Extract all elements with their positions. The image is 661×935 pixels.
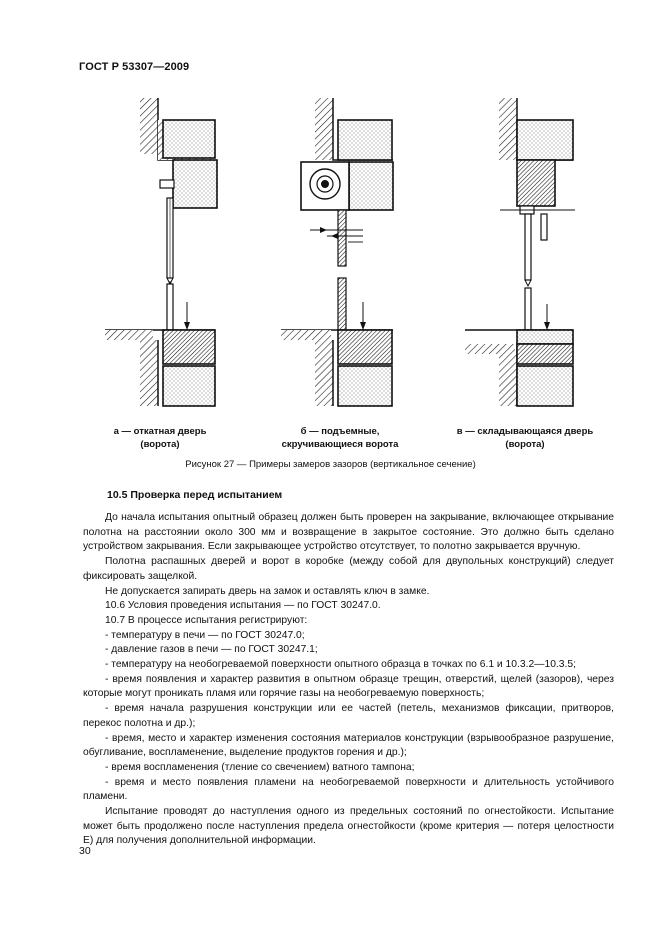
caption-b (270, 425, 410, 451)
caption-a-line1: — откатная дверь (121, 426, 207, 437)
paragraph: 10.7 В процессе испытания регистрируют: (105, 614, 308, 626)
caption-b-line2: скручивающиеся ворота (281, 439, 399, 450)
figure-title: Рисунок 27 — Примеры замеров зазоров (вертикальное сечение) (185, 459, 476, 470)
caption-b-letter: б (300, 426, 307, 437)
caption-c-line1: — складывающаяся дверь (465, 426, 594, 437)
caption-b-line1: — подъемные, (309, 426, 380, 437)
caption-c (450, 425, 600, 451)
paragraph: Не допускается запирать дверь на замок и оставлять ключ в замке. (105, 585, 430, 597)
body-text (83, 511, 614, 849)
list-item: - время появления и характер развития в опытном образце трещин, отверстий, щелей (зазоров), через которые могут проникать пламя или горячие газы на необогреваемую поверхность; (83, 673, 614, 700)
list-item: - время начала разрушения конструкции или ее частей (петель, механизмов фиксации, притворов, перекос полотна и др.); (83, 703, 614, 729)
paragraph: До начала испытания опытный образец должен быть проверен на закрывание, включающее открывание полотна на расстоянии около 300 мм и возвращение в закрытое состояние. Это должно быть сделано устройством закрывания. Если закрывающее устройство отсутствует, то полотно закрывается вручную. (83, 512, 614, 553)
caption-a (100, 425, 220, 451)
list-item: - температуру на необогреваемой поверхности опытного образца в точках по 6.1 и 10.3.2—10.3.5; (105, 659, 576, 671)
caption-c-line2: (ворота) (505, 439, 545, 450)
section-title: 10.5 Проверка перед испытанием (107, 489, 283, 501)
list-item: - время воспламенения (тление со свечением) ватного тампона; (105, 761, 415, 773)
caption-a-line2: (ворота) (140, 439, 180, 450)
document-header: ГОСТ Р 53307—2009 (79, 61, 190, 73)
paragraph: Испытание проводят до наступления одного из предельных состояний по огнестойкости. Испытание может быть продолжено после наступления предела огнестойкости (кроме критерия — потеря целостности Е) для получения дополнительной информации. (83, 806, 614, 847)
drawing-a-sliding-door (105, 98, 217, 406)
list-item: - время и место появления пламени на необогреваемой поверхности и длительность устойчивого пламени. (83, 776, 614, 803)
caption-a-letter: а (113, 426, 119, 437)
drawing-c-folding-door (465, 98, 575, 406)
list-item: - температуру в печи — по ГОСТ 30247.0; (105, 629, 305, 641)
drawing-b-rolling-shutter (281, 98, 393, 406)
page-number: 30 (79, 845, 91, 857)
list-item: - время, место и характер изменения состояния материалов конструкции (взрывообразное разрушение, обугливание, воспламенение, выделение продуктов горения и др.); (83, 732, 614, 759)
paragraph: Полотна распашных дверей и ворот в коробке (между собой для двупольных конструкций) следует фиксировать защелкой. (83, 556, 614, 582)
list-item: - давление газов в печи — по ГОСТ 30247.1; (105, 644, 318, 656)
caption-c-letter: в (456, 426, 463, 437)
paragraph: 10.6 Условия проведения испытания — по ГОСТ 30247.0. (105, 600, 381, 612)
figure-27-drawing (95, 90, 595, 420)
